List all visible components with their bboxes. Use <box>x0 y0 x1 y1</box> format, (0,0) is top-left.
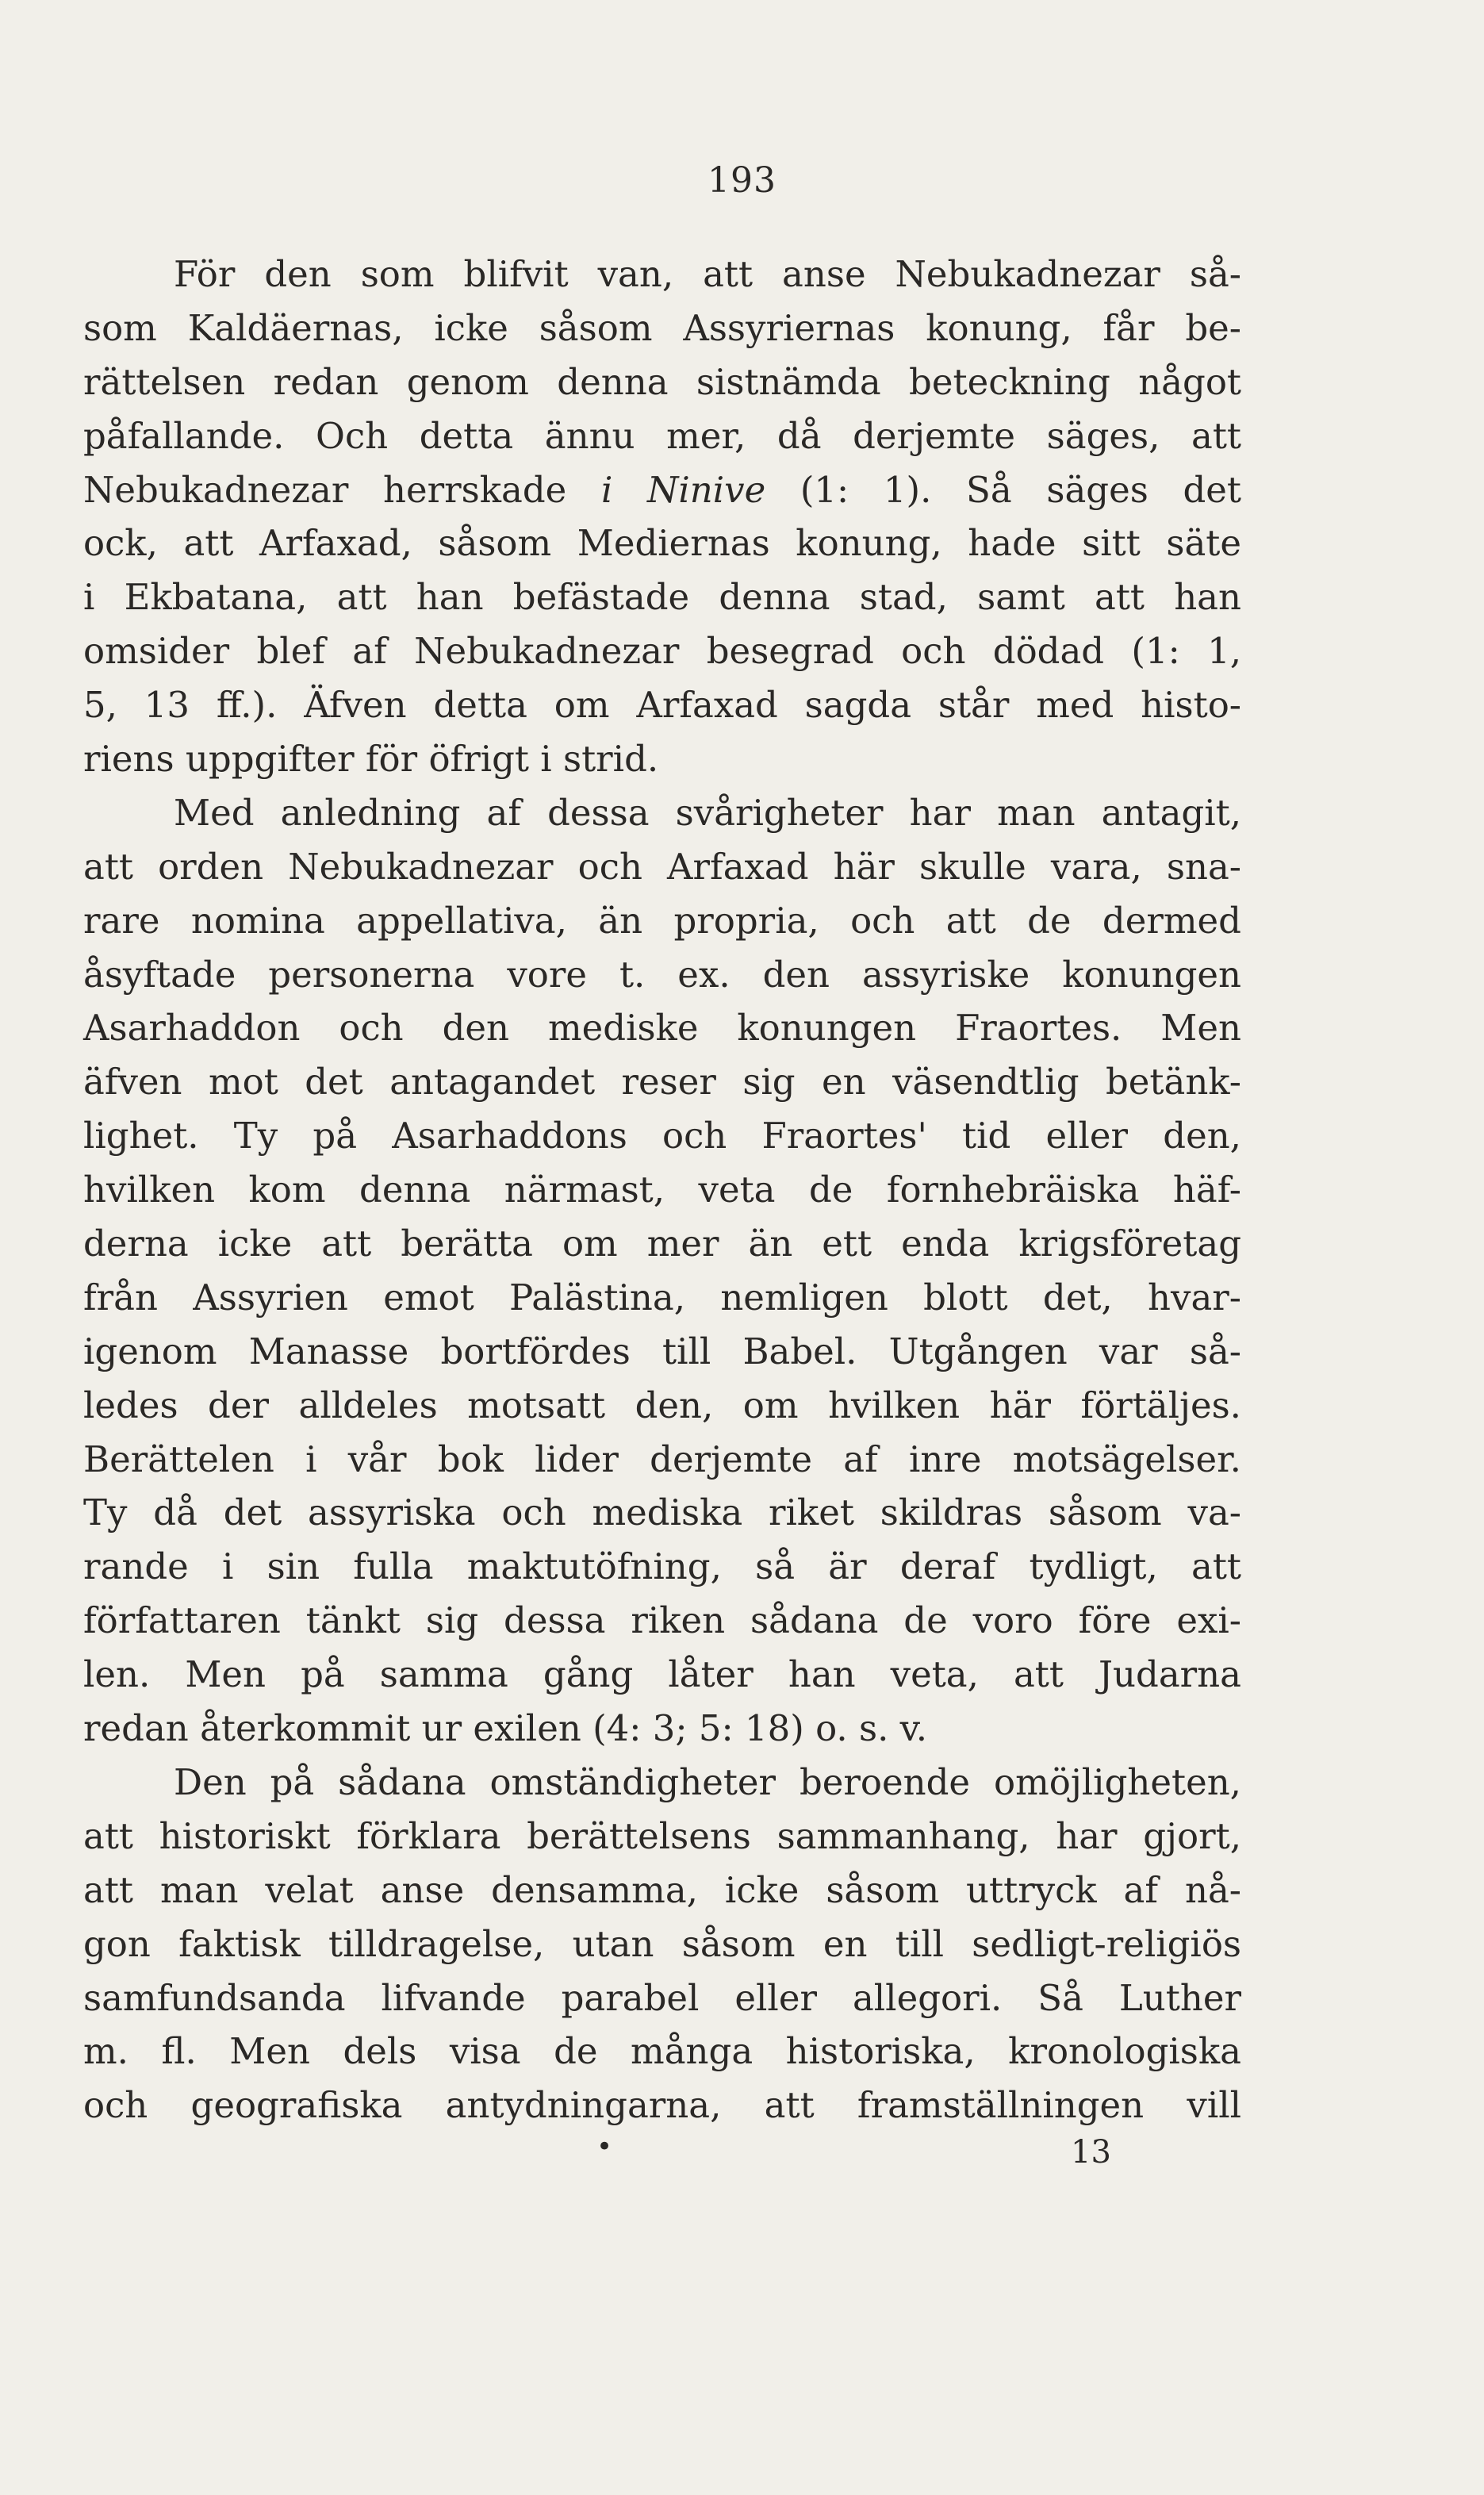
signature-number: 13 <box>1071 2134 1111 2171</box>
text-line: att orden Nebukadnezar och Arfaxad här skulle vara, sna- <box>83 845 1241 888</box>
text-line: ledes der alldeles motsatt den, om hvilken här förtäljes. <box>83 1384 1241 1426</box>
text-line: äfven mot det antagandet reser sig en väsendtlig betänk- <box>83 1061 1241 1104</box>
text-line: För den som blifvit van, att anse Nebukadnezar så- <box>174 253 1241 295</box>
text-line: Ty då det assyriska och mediska riket skildras såsom va- <box>83 1491 1241 1534</box>
text-line: att historiskt förklara berättelsens sammanhang, har gjort, <box>83 1814 1241 1857</box>
text-line: Med anledning af dessa svårigheter har man antagit, <box>174 791 1241 834</box>
text-line: rättelsen redan genom denna sistnämda beteckning något <box>83 360 1241 403</box>
text-line: i Ekbatana, att han befästade denna stad, samt att han <box>83 576 1241 619</box>
text-line: riens uppgifter för öfrigt i strid. <box>83 738 659 781</box>
text-line: som Kaldäernas, icke såsom Assyriernas konung, får be- <box>83 306 1241 349</box>
paragraph-1 <box>83 248 1241 786</box>
text-line: författaren tänkt sig dessa riken sådana de voro före exi- <box>83 1599 1241 1642</box>
text-line: omsider blef af Nebukadnezar besegrad och dödad (1: 1, <box>83 630 1241 673</box>
text-line: Asarhaddon och den mediske konungen Fraortes. Men <box>83 1007 1241 1050</box>
text-line: att man velat anse densamma, icke såsom uttryck af nå- <box>83 1868 1241 1911</box>
text-line: rande i sin fulla maktutöfning, så är deraf tydligt, att <box>83 1545 1241 1588</box>
text-line: från Assyrien emot Palästina, nemligen blott det, hvar- <box>83 1276 1241 1319</box>
text-line: och geografiska antydningarna, att framställningen vill <box>83 2084 1241 2127</box>
text-line: samfundsanda lifvande parabel eller allegori. Så Luther <box>83 1976 1241 2019</box>
text-line: m. fl. Men dels visa de många historiska, kronologiska <box>83 2030 1241 2073</box>
text-line: Nebukadnezar herrskade i Ninive (1: 1). Så säges det <box>83 468 1241 511</box>
text-line: hvilken kom denna närmast, veta de fornhebräiska häf- <box>83 1169 1241 1211</box>
paragraph-3 <box>83 1756 1241 2132</box>
text-line: Den på sådana omständigheter beroende omöjligheten, <box>174 1760 1241 1803</box>
paragraph-2 <box>83 786 1241 1756</box>
signature-mark: • <box>596 2131 613 2163</box>
text-line: åsyftade personerna vore t. ex. den assyriske konungen <box>83 953 1241 996</box>
text-line: 5, 13 ff.). Äfven detta om Arfaxad sagda står med histo- <box>83 684 1241 727</box>
body-text <box>83 248 1241 2132</box>
text-line: len. Men på samma gång låter han veta, att Judarna <box>83 1653 1241 1696</box>
text-line: redan återkommit ur exilen (4: 3; 5: 18) o. s. v. <box>83 1707 928 1750</box>
text-line: påfallande. Och detta ännu mer, då derjemte säges, att <box>83 414 1241 457</box>
text-line: ock, att Arfaxad, såsom Mediernas konung, hade sitt säte <box>83 522 1241 565</box>
page-number: 193 <box>707 160 777 201</box>
text-line: Berättelen i vår bok lider derjemte af inre motsägelser. <box>83 1438 1241 1480</box>
text-line: derna icke att berätta om mer än ett enda krigsföretag <box>83 1223 1241 1265</box>
text-line: igenom Manasse bortfördes till Babel. Utgången var så- <box>83 1330 1241 1372</box>
text-line: gon faktisk tilldragelse, utan såsom en till sedligt-religiös <box>83 1922 1241 1965</box>
text-line: lighet. Ty på Asarhaddons och Fraortes' tid eller den, <box>83 1115 1241 1157</box>
text-line: rare nomina appellativa, än propria, och att de dermed <box>83 899 1241 942</box>
